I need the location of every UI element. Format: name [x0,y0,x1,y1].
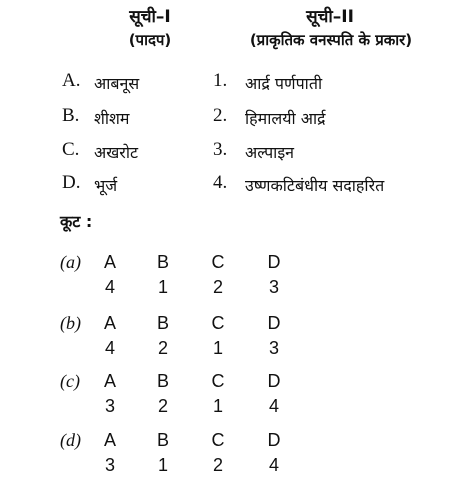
option-letter: A [103,430,116,450]
option-letter: D [267,430,281,450]
option-number: 1 [157,455,168,475]
option-letter: D [267,313,281,333]
option-letter: B [156,252,169,272]
list1-text: आबनूस [94,74,140,93]
option-letter: C [211,313,225,333]
option-number: 4 [104,277,115,297]
list2-mark: 2. [213,105,228,126]
list2-text: अल्पाइन [245,143,295,162]
option-number: 3 [268,277,279,297]
option-number: 4 [104,338,115,358]
option-d[interactable] [0,430,470,480]
option-label: (c) [60,371,80,391]
code-title: कूट : [60,212,93,231]
option-number: 2 [157,396,168,416]
option-a[interactable] [0,252,470,302]
option-c[interactable] [0,371,470,421]
list1-subtitle: (पादप) [128,31,172,49]
option-number: 4 [268,455,279,475]
option-letter: C [211,371,225,391]
list2-text: हिमालयी आर्द्र [245,109,326,128]
option-number: 1 [212,396,223,416]
option-number: 1 [212,338,223,358]
list2-mark: 3. [213,139,228,160]
list1-text: शीशम [94,109,130,128]
option-letter: C [211,252,225,272]
option-letter: D [267,371,281,391]
option-number: 4 [268,396,279,416]
option-label: (b) [60,313,81,333]
list1-mark: B. [62,105,80,126]
option-label: (d) [60,430,81,450]
list1-mark: A. [62,70,81,91]
list1-text: अखरोट [94,143,139,162]
option-b[interactable] [0,313,470,363]
option-label: (a) [60,252,81,272]
option-letter: B [156,313,169,333]
list2-text: उष्णकटिबंधीय सदाहरित [245,176,385,195]
option-number: 3 [268,338,279,358]
option-number: 2 [212,455,223,475]
option-letter: A [103,371,116,391]
list1-mark: D. [62,172,81,193]
list2-mark: 1. [213,70,228,91]
list2-title: सूची–II [306,7,354,27]
option-number: 3 [104,396,115,416]
list1-title: सूची–I [129,7,171,27]
option-number: 2 [212,277,223,297]
option-letter: B [156,430,169,450]
list2-text: आर्द्र पर्णपाती [245,74,323,93]
list1-text: भूर्ज [94,176,118,195]
list1-mark: C. [62,139,80,160]
list2-subtitle: (प्राकृतिक वनस्पति के प्रकार) [249,31,413,49]
option-letter: A [103,313,116,333]
option-letter: D [267,252,281,272]
option-number: 2 [157,338,168,358]
option-number: 1 [157,277,168,297]
list2-mark: 4. [213,172,228,193]
option-letter: A [103,252,116,272]
option-letter: C [211,430,225,450]
option-letter: B [156,371,169,391]
option-number: 3 [104,455,115,475]
